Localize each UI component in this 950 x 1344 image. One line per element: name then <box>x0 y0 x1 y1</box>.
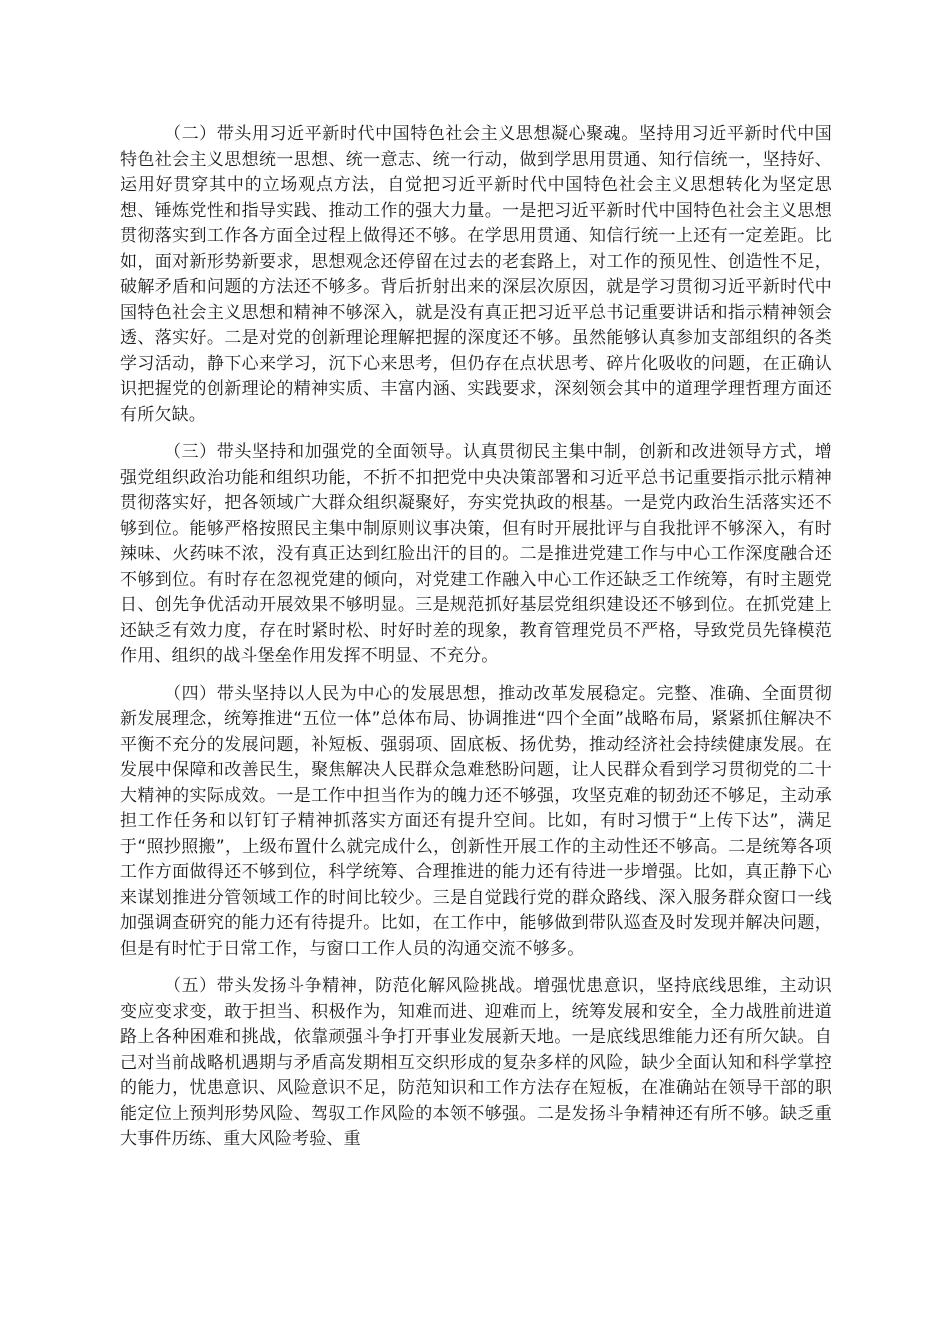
paragraph-section-3: （三）带头坚持和加强党的全面领导。认真贯彻民主集中制，创新和改进领导方式，增强党组织政治功能和组织功能，不折不扣把党中央决策部署和习近平总书记重要指示批示精神贯彻落实好，把各领域广大群众组织凝聚好，夯实党执政的根基。一是党内政治生活落实还不够到位。能够严格按照民主集中制原则议事决策，但有时开展批评与自我批评不够深入，有时辣味、火药味不浓，没有真正达到红脸出汗的目的。二是推进党建工作与中心工作深度融合还不够到位。有时存在忽视党建的倾向，对党建工作融入中心工作还缺乏工作统筹，有时主题党日、创先争优活动开展效果不够明显。三是规范抓好基层党组织建设还不够到位。在抓党建上还缺乏有效力度，存在时紧时松、时好时差的现象，教育管理党员不严格，导致党员先锋模范作用、组织的战斗堡垒作用发挥不明显、不充分。 <box>120 442 832 666</box>
paragraph-section-4: （四）带头坚持以人民为中心的发展思想，推动改革发展稳定。完整、准确、全面贯彻新发展理念，统筹推进“五位一体”总体布局、协调推进“四个全面”战略布局，紧紧抓住解决不平衡不充分的发展问题，补短板、强弱项、固底板、扬优势，推动经济社会持续健康发展。在发展中保障和改善民生，聚焦解决人民群众急难愁盼问题，让人民群众看到学习贯彻党的二十大精神的实际成效。一是工作中担当作为的魄力还不够强，攻坚克难的韧劲还不够足，主动承担工作任务和以钉钉子精神抓落实方面还有提升空间。比如，有时习惯于“上传下达”，满足于“照抄照搬”，上级布置什么就完成什么，创新性开展工作的主动性还不够高。二是统筹各项工作方面做得还不够到位，科学统筹、合理推进的能力还有待进一步增强。比如，真正静下心来谋划推进分管领域工作的时间比较少。三是自觉践行党的群众路线、深入服务群众窗口一线加强调查研究的能力还有待提升。比如，在工作中，能够做到带队巡查及时发现并解决问题，但是有时忙于日常工作，与窗口工作人员的沟通交流不够多。 <box>120 683 832 959</box>
paragraph-section-5: （五）带头发扬斗争精神，防范化解风险挑战。增强忧患意识，坚持底线思维，主动识变应变求变，敢于担当、积极作为，知难而进、迎难而上，统筹发展和安全，全力战胜前进道路上各种困难和挑战，依靠顽强斗争打开事业发展新天地。一是底线思维能力还有所欠缺。自己对当前战略机遇期与矛盾高发期相互交织形成的复杂多样的风险，缺少全面认知和科学掌控的能力，忧患意识、风险意识不足，防范知识和工作方法存在短板，在准确站在领导干部的职能定位上预判形势风险、驾驭工作风险的本领不够强。二是发扬斗争精神还有所不够。缺乏重大事件历练、重大风险考验、重 <box>120 976 832 1149</box>
document-page <box>120 122 832 1165</box>
paragraph-section-2: （二）带头用习近平新时代中国特色社会主义思想凝心聚魂。坚持用习近平新时代中国特色社会主义思想统一思想、统一意志、统一行动，做到学思用贯通、知行信统一，坚持好、运用好贯穿其中的立场观点方法，自觉把习近平新时代中国特色社会主义思想转化为坚定思想、锤炼党性和指导实践、推动工作的强大力量。一是把习近平新时代中国特色社会主义思想贯彻落实到工作各方面全过程上做得还不够。在学思用贯通、知信行统一上还有一定差距。比如，面对新形势新要求，思想观念还停留在过去的老套路上，对工作的预见性、创造性不足，破解矛盾和问题的方法还不够多。背后折射出来的深层次原因，就是学习贯彻习近平新时代中国特色社会主义思想和精神不够深入，就是没有真正把习近平总书记重要讲话和指示精神领会透、落实好。二是对党的创新理论理解把握的深度还不够。虽然能够认真参加支部组织的各类学习活动，静下心来学习，沉下心来思考，但仍存在点状思考、碎片化吸收的问题，在正确认识把握党的创新理论的精神实质、丰富内涵、实践要求，深刻领会其中的道理学理哲理方面还有所欠缺。 <box>120 124 832 425</box>
